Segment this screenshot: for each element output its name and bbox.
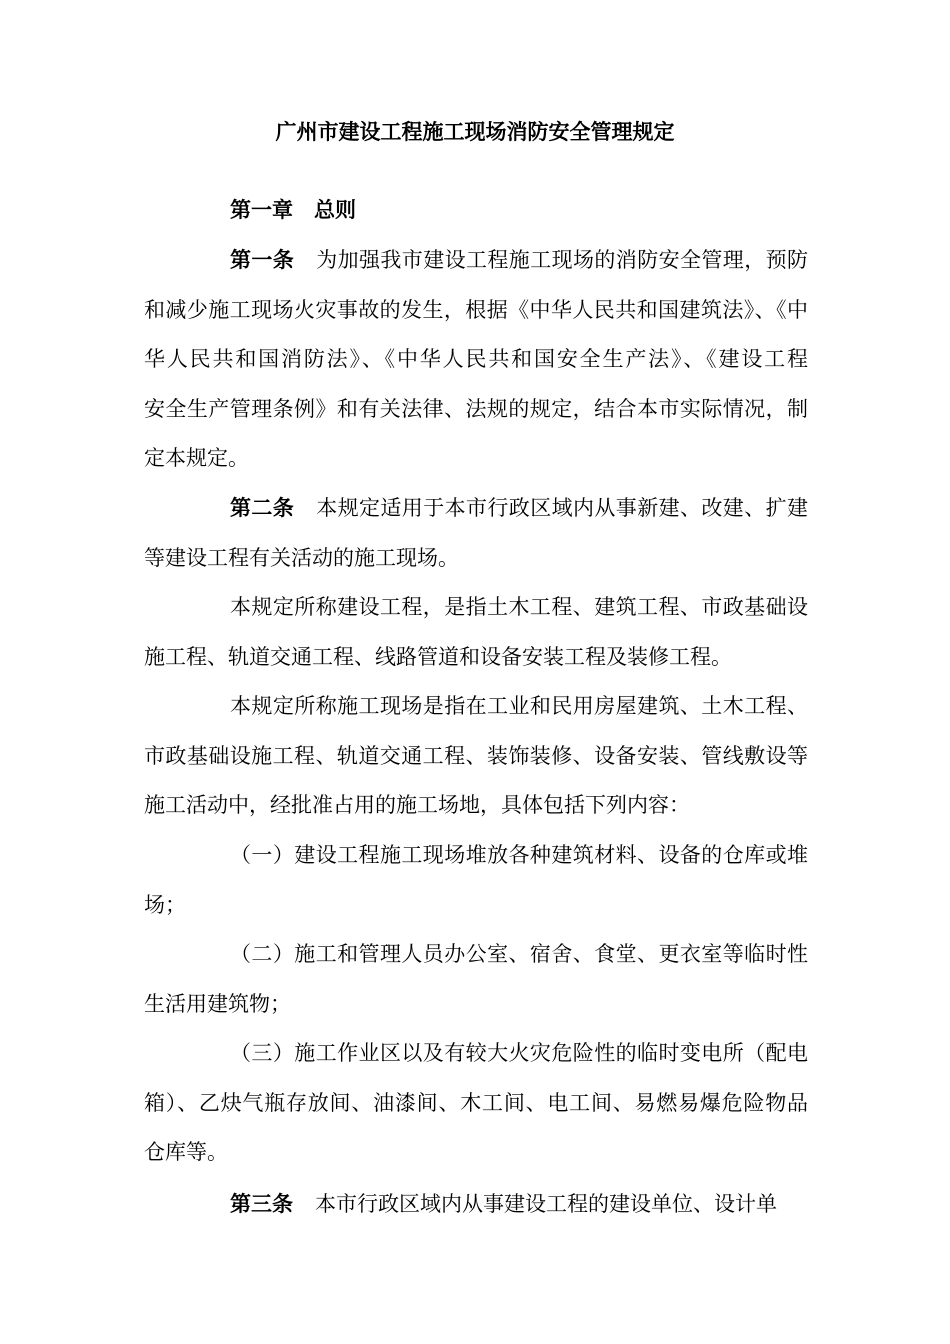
paragraph-line: [144, 1180, 808, 1230]
line-text: 本规定适用于本市行政区域内从事新建、改建、扩建: [316, 496, 809, 520]
article-label: 第一条: [230, 248, 295, 272]
article-label: 第三条: [230, 1192, 293, 1216]
paragraph-line: [144, 484, 808, 534]
article-2: [144, 484, 808, 583]
paragraph-line: （一）建设工程施工现场堆放各种建筑材料、设备的仓库或堆: [230, 843, 808, 867]
paragraph-line: 本规定所称施工现场是指在工业和民用房屋建筑、土木工程、: [230, 694, 808, 718]
paragraph-line: 华人民共和国消防法》、《中华人民共和国安全生产法》、《建设工程: [144, 347, 808, 371]
article-1: [144, 236, 808, 484]
paragraph-line: [144, 236, 808, 286]
paragraph-line: （三）施工作业区以及有较大火灾危险性的临时变电所（配电: [230, 1041, 808, 1065]
line-text: 为加强我市建设工程施工现场的消防安全管理，预防: [316, 248, 809, 272]
paragraph-line: 本规定所称建设工程，是指土木工程、建筑工程、市政基础设: [230, 595, 808, 619]
paragraph-site-definition: [144, 682, 808, 831]
line-text: 本市行政区域内从事建设工程的建设单位、设计单: [315, 1192, 777, 1216]
paragraph-line: 安全生产管理条例》和有关法律、法规的规定，结合本市实际情况，制: [144, 396, 808, 421]
paragraph-line: 定本规定。: [144, 446, 249, 470]
paragraph-engineering-definition: [144, 583, 808, 682]
paragraph-line: 施工活动中，经批准占用的施工场地，具体包括下列内容：: [144, 793, 690, 817]
paragraph-line: 箱）、乙炔气瓶存放间、油漆间、木工间、电工间、易燃易爆危险物品: [144, 1090, 808, 1115]
list-item-2: [144, 930, 808, 1029]
paragraph-line: 施工程、轨道交通工程、线路管道和设备安装工程及装修工程。: [144, 644, 732, 669]
paragraph-line: 生活用建筑物；: [144, 991, 291, 1016]
paragraph-line: 仓库等。: [144, 1140, 228, 1164]
paragraph-line: 场；: [144, 892, 186, 917]
article-label: 第二条: [230, 496, 295, 520]
paragraph-line: 等建设工程有关活动的施工现场。: [144, 545, 459, 570]
paragraph-line: 市政基础设施工程、轨道交通工程、装饰装修、设备安装、管线敷设等: [144, 743, 808, 768]
paragraph-line: 和减少施工现场火灾事故的发生，根据《中华人民共和国建筑法》、《中: [144, 297, 808, 322]
paragraph-line: （二）施工和管理人员办公室、宿舍、食堂、更衣室等临时性: [230, 942, 808, 966]
list-item-1: [144, 831, 808, 930]
article-3: [144, 1180, 808, 1230]
chapter-heading: 第一章 总则: [230, 198, 356, 222]
document-title: 广州市建设工程施工现场消防安全管理规定: [275, 120, 675, 144]
list-item-3: [144, 1029, 808, 1178]
